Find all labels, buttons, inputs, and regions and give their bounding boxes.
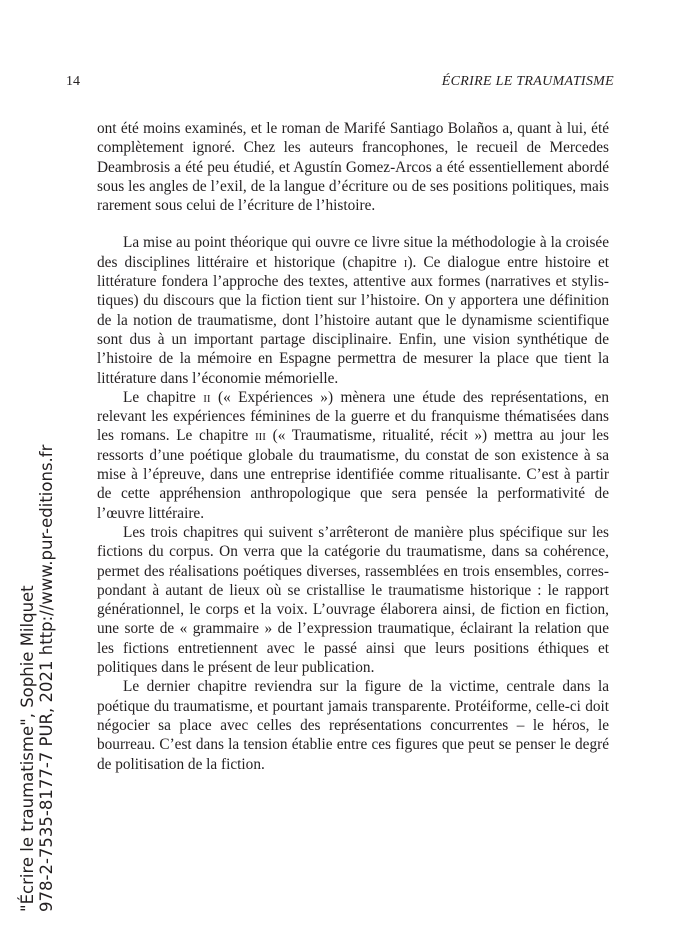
chapter-3-numeral: iii <box>254 427 266 445</box>
paragraph-5: Le dernier chapitre reviendra sur la figure de la victime, centrale dans la poétique du traumatisme, et pourtant jamais transparente. Protéiforme, celle-ci doit négocier sa place avec celles des représentations concurrentes – le héros, le bourreau. C’est dans la tension établie entre ces figures que peut se penser le degré de politisation de la fiction. <box>97 678 609 773</box>
running-title: ÉCRIRE LE TRAUMATISME <box>441 74 614 89</box>
watermark-title-line: "Écrire le traumatisme", Sophie Milquet <box>18 585 37 912</box>
paragraph-3 <box>97 388 609 523</box>
paragraph-1: ont été moins examinés, et le roman de Marifé Santiago Bolaños a, quant à lui, été complètement ignoré. Chez les auteurs francophones, le recueil de Mercedes Deambrosis a été peu étudié, et Agustín Gomez-Arcos a été essentiellement abordé sous les angles de l’exil, de la langue d’écriture ou de ses positions politiques, mais rarement sous celui de l’écriture de l’histoire. <box>97 120 609 215</box>
paragraph-2-part-b: ). Ce dialogue entre histoire et littérature fondera l’approche des textes, attentive aux formes (narratives et stylistiques) du discours que la fiction tient sur l’histoire. On y apportera une définition de la notion de traumatisme, dont l’histoire autant que le dynamisme scientifique sont dus à un important partage disciplinaire. Enfin, une vision synthétique de l’histoire de la mémoire en Espagne permettra de mesurer la place que tient la littérature dans l’économie mémorielle. <box>97 253 609 387</box>
body-text <box>97 119 609 774</box>
chapter-2-numeral: ii <box>203 388 211 406</box>
watermark-isbn-line: 978-2-7535-8177-7 PUR, 2021 http://www.pur-editions.fr <box>37 444 56 912</box>
paragraph-3-part-b: (« Expériences ») mènera une étude des représentations, en relevant les expériences féminines de la guerre et du franquisme thématisées dans les romans. Le chapitre <box>97 388 609 445</box>
paragraph-2 <box>97 233 609 387</box>
side-watermark <box>18 152 56 912</box>
chapter-1-numeral: i <box>403 253 408 271</box>
paragraph-3-part-c: (« Traumatisme, ritualité, récit ») mettra au jour les ressorts d’une poétique globale du traumatisme, du constat de son existence à sa mise à l’épreuve, dans une entreprise identifiée comme ritualisante. C’est à partir de cette appréhension anthropologique que sera pensée la performativité de l’œuvre littéraire. <box>97 427 609 522</box>
paragraph-2-part-a: La mise au point théorique qui ouvre ce livre situe la méthodologie à la croisée des disciplines littéraire et historique (chapitre <box>97 234 609 271</box>
page-header <box>66 72 614 92</box>
page-number: 14 <box>66 74 80 89</box>
paragraph-4: Les trois chapitres qui suivent s’arrêteront de manière plus spécifique sur les fictions du corpus. On verra que la catégorie du traumatisme, dans sa cohérence, permet des réalisations poétiques diverses, rassemblées en trois ensembles, correspondant à autant de lieux où se cristallise le traumatisme historique : le rapport générationnel, le corps et la voix. L’ouvrage élaborera ainsi, de fiction en fiction, une sorte de « grammaire » de l’expression traumatique, éclairant la relation que les fictions entretiennent avec le passé ainsi que leurs positions éthiques et politiques dans le présent de leur publication. <box>97 523 609 677</box>
paragraph-3-part-a: Le chapitre <box>123 388 204 406</box>
